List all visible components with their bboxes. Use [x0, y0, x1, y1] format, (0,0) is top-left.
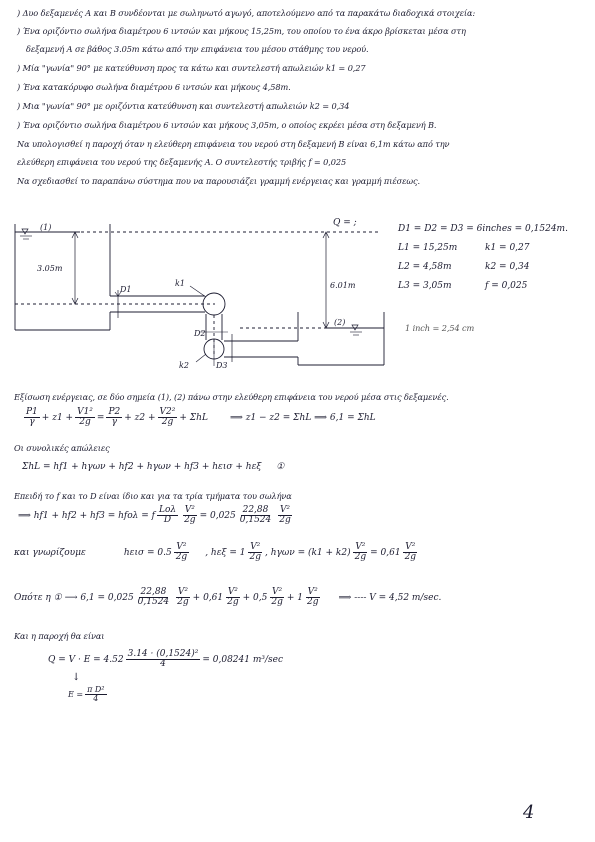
flow-den: 4 — [160, 659, 166, 670]
q-label: Q = ; — [333, 218, 357, 228]
given-l2: L2 = 4,58m — [398, 262, 452, 272]
then-v2-b: V² — [227, 587, 238, 597]
losses-eq-number: ① — [276, 462, 285, 472]
water-level-marker-a — [22, 229, 28, 234]
hg-v2: V² — [355, 542, 366, 552]
area-arrow: ↓ — [72, 672, 81, 683]
bern-z2: + z2 + — [124, 412, 156, 423]
given-l3: L3 = 3,05m — [398, 281, 452, 291]
page-number: 4 — [523, 802, 535, 823]
hex-left: , hεξ = 1 — [205, 547, 246, 558]
hg-2g-b: 2g — [404, 552, 417, 563]
fr-v2-b: V² — [279, 505, 291, 515]
fr-lol: Lολ — [158, 505, 177, 515]
flow-left: Q = V · E = 4.52 — [48, 654, 124, 665]
statement-line-9: ελεύθερη επιφάνεια του νερού της δεξαμενής Α. Ο συντελεστής τριβής f = 0,025 — [17, 157, 347, 167]
then-2g-a: 2g — [177, 597, 189, 608]
hg-left: , hγων = (k1 + k2) — [265, 547, 351, 558]
fr-num: 22,88 — [242, 505, 269, 515]
flow-num: 3.14 · (0,1524)² — [127, 649, 199, 659]
then-v2-a: V² — [177, 587, 188, 597]
losses-intro: Οι συνολικές απώλειες — [14, 443, 110, 453]
hex-2g: 2g — [249, 552, 261, 563]
area-left: E = — [68, 690, 84, 700]
statement-line-10: Να σχεδιασθεί το παραπάνω σύστημα που να παρουσιάζει γραμμή ενέργειας και γραμμή πιέσεως. — [17, 176, 420, 186]
d2-label: D2 — [194, 329, 206, 338]
given-k1: k1 = 0,27 — [485, 243, 530, 253]
bern-gamma-2: γ — [111, 417, 118, 428]
point-2-label: (2) — [334, 318, 346, 327]
bernoulli-equation — [22, 408, 376, 428]
known-intro: και γνωρίζουμε — [14, 547, 86, 558]
bern-result: ⟹ z1 − z2 = ΣhL ⟹ 6,1 = ΣhL — [229, 412, 376, 423]
hex-v2: V² — [250, 542, 261, 552]
height-label: 6.01m — [330, 281, 356, 290]
bern-gamma-1: γ — [29, 417, 35, 428]
then-2g-d: 2g — [306, 597, 319, 608]
fr-mid: = 0,025 — [199, 510, 236, 521]
bern-v2: V2² — [159, 407, 176, 417]
statement-line-3: δεξαμενή Α σε βάθος 3.05m κάτω από την επιφάνεια του μέσου στάθμης του νερού. — [26, 44, 369, 54]
losses-sum — [22, 462, 284, 472]
fr-2g: 2g — [184, 515, 196, 526]
flow-equation — [48, 650, 283, 670]
friction-equation — [18, 506, 295, 526]
flow-intro: Και η παροχή θα είναι — [14, 631, 105, 641]
bern-p2: P2 — [108, 407, 121, 417]
k1-label: k1 — [175, 279, 185, 288]
then-2g-c: 2g — [271, 597, 283, 608]
bern-p1: P1 — [26, 407, 38, 417]
bern-equals: = — [96, 412, 105, 423]
statement-line-7: ) Ένα οριζόντιο σωλήνα διαμέτρου 6 ιντσών και μήκους 3,05m, ο οποίος εκρέει μέσα στη δεξαμενή Β. — [17, 120, 437, 130]
he-v2: V² — [176, 542, 187, 552]
then-result: ⟹ ---- V = 4,52 m/sec. — [338, 592, 442, 603]
then-plus3: + 1 — [286, 592, 303, 603]
he-2g: 2g — [175, 552, 188, 563]
fr-d: D — [163, 515, 172, 526]
then-left: Οπότε η ① ⟶ 6,1 = 0,025 — [14, 592, 134, 603]
statement-line-1: ) Δυο δεξαμενές Α και Β συνδέονται με σωληνωτό αγωγό, αποτελούμενο από τα παρακάτω διαδοχικά στοιχεία: — [17, 8, 476, 18]
then-v2-c: V² — [272, 587, 283, 597]
hg-v2-b: V² — [405, 542, 416, 552]
point-1-label: (1) — [40, 223, 52, 232]
then-num: 22,88 — [140, 587, 167, 597]
minor-losses — [14, 543, 420, 563]
given-k2: k2 = 0,34 — [485, 262, 530, 272]
bern-v1: V1² — [77, 407, 93, 417]
losses-sum-text: ΣhL = hf1 + hγων + hf2 + hγων + hf3 + hεισ + hεξ — [22, 462, 262, 472]
then-plus1: + 0,61 — [192, 592, 224, 603]
statement-line-8: Να υπολογισθεί η παροχή όταν η ελεύθερη επιφάνεια του νερού στη δεξαμενή Β είναι 6,1m κάτω από την — [17, 139, 450, 149]
area-den: 4 — [93, 694, 99, 704]
bern-z1: + z1 + — [41, 412, 74, 423]
hg-2g: 2g — [354, 552, 367, 563]
fr-2g-b: 2g — [279, 515, 291, 526]
given-l1: L1 = 15,25m — [398, 243, 458, 253]
given-diameters: D1 = D2 = D3 = 6inches = 0,1524m. — [398, 224, 568, 234]
then-v2-d: V² — [307, 587, 318, 597]
bern-2g-2: 2g — [161, 417, 174, 428]
then-plus2: + 0,5 — [242, 592, 268, 603]
fr-v2: V² — [184, 505, 195, 515]
d1-label: D1 — [120, 285, 132, 294]
hg-right: = 0,61 — [370, 547, 401, 558]
statement-line-2: ) Ένα οριζόντιο σωλήνα διαμέτρου 6 ιντσών και μήκους 15,25m, του οποίου το ένα άκρο βρίσκεται μέσα στη — [17, 26, 466, 36]
inch-conversion: 1 inch = 2,54 cm — [405, 323, 475, 333]
then-den: 0,1524 — [137, 597, 170, 608]
given-f: f = 0,025 — [485, 281, 528, 291]
depth-label: 3.05m — [37, 264, 63, 273]
bern-2g-1: 2g — [79, 417, 91, 428]
water-level-marker-b — [352, 325, 358, 330]
then-2g-b: 2g — [227, 597, 239, 608]
area-num: π D² — [87, 685, 105, 694]
statement-line-5: ) Ένα κατακόρυφο σωλήνα διαμέτρου 6 ιντσών και μήκους 4,58m. — [17, 82, 291, 92]
friction-intro: Επειδή το f και το D είναι ίδιο και για τα τρία τμήματα του σωλήνα — [14, 491, 292, 501]
k2-label: k2 — [179, 361, 189, 370]
bern-hl: + ΣhL — [179, 412, 208, 423]
flow-result: = 0,08241 m³/sec — [202, 654, 283, 665]
he-left: hεισ = 0.5 — [123, 547, 172, 558]
fr-left: ⟹ hf1 + hf2 + hf3 = hfολ = f — [18, 510, 155, 521]
statement-line-6: ) Μια "γωνία" 90° με οριζόντια κατεύθυνση και συντελεστή απωλειών k2 = 0,34 — [17, 101, 350, 111]
statement-line-4: ) Μία "γωνία" 90° με κατεύθυνση προς τα κάτω και συντελεστή απωλειών k1 = 0,27 — [17, 63, 366, 73]
fr-den: 0,1524 — [239, 515, 272, 526]
area-equation — [68, 686, 109, 704]
velocity-equation — [14, 588, 441, 608]
d3-label: D3 — [216, 361, 228, 370]
energy-equation-intro: Εξίσωση ενέργειας, σε δύο σημεία (1), (2) πάνω στην ελεύθερη επιφάνεια του νερού μέσα στις δεξαμενές. — [14, 392, 449, 402]
